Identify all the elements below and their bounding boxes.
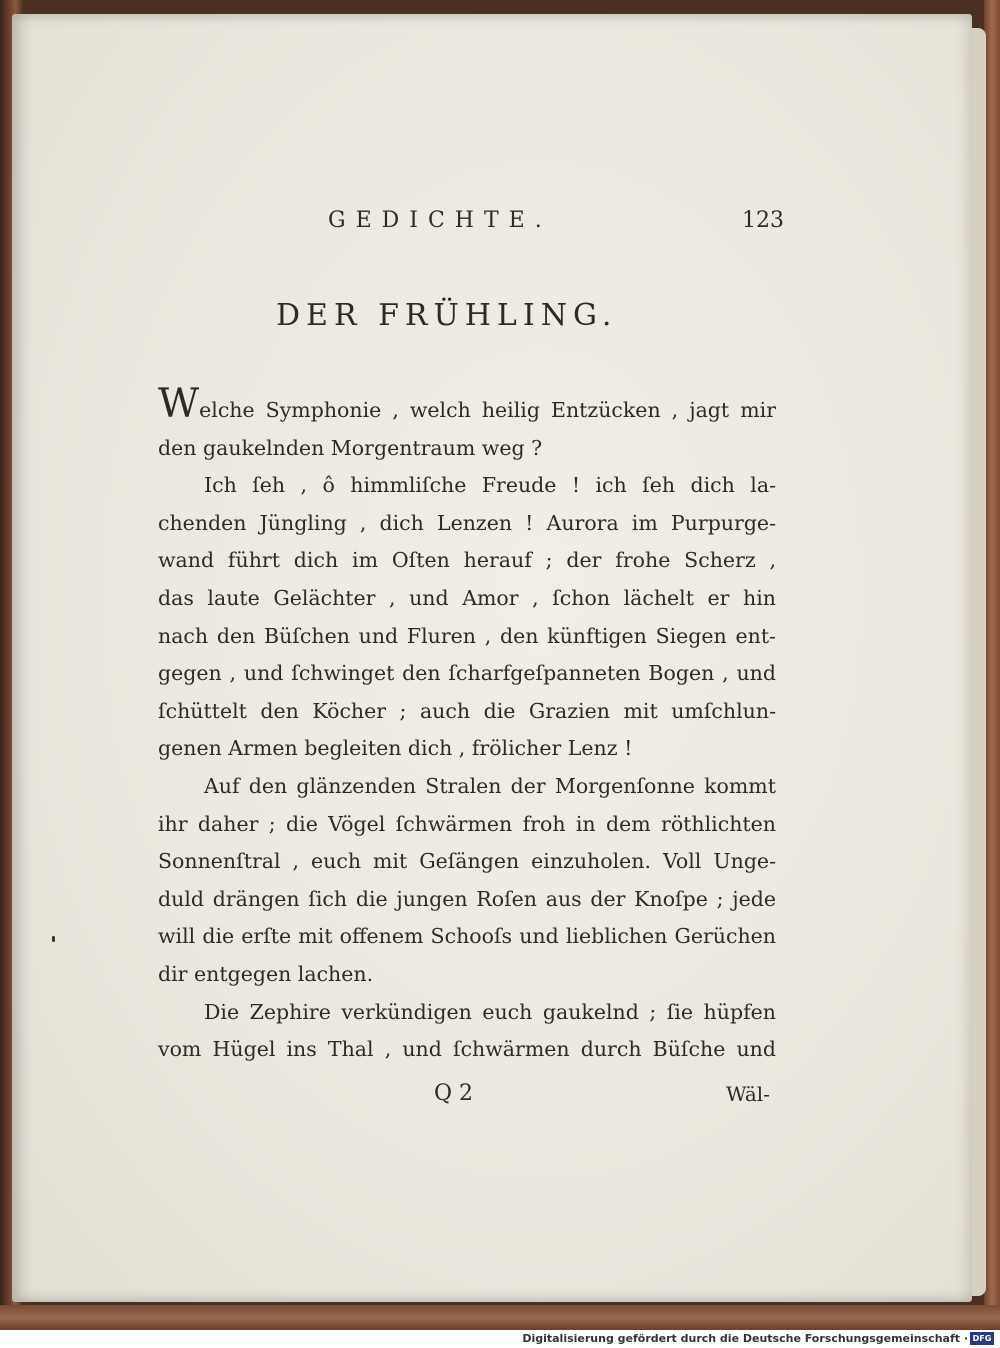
running-head: GEDICHTE. [328, 208, 552, 233]
text-line: vom Hügel ins Thal , und ſchwärmen durch Büſche und [158, 1037, 776, 1062]
ink-speck [52, 936, 55, 942]
text-line: nach den Büſchen und Fluren , den künftigen Siegen ent- [158, 623, 776, 648]
text-line: wand führt dich im Oſten herauf ; der frohe Scherz , [158, 548, 776, 573]
book-cover-bottom [0, 1305, 1000, 1330]
text-line: ſchüttelt den Köcher ; auch die Grazien mit umſchlun- [158, 698, 776, 723]
drop-cap: W [158, 381, 200, 427]
dfg-logo: DFG [970, 1332, 994, 1345]
page-number: 123 [742, 208, 784, 233]
text-line: Ich ſeh , ô himmliſche Freude ! ich ſeh dich la- [204, 473, 776, 498]
text-line: den gaukelnden Morgentraum weg ? [158, 435, 543, 460]
book-cover-right [984, 0, 1000, 1310]
body-text [158, 381, 776, 1069]
text-line: dir entgegen lachen. [158, 961, 374, 986]
text-line-content: elche Symphonie , welch heilig Entzücken , jagt mir [199, 398, 776, 422]
text-line: duld drängen ſich die jungen Roſen aus der Knoſpe ; jede [158, 886, 776, 911]
poem-title: DER FRÜHLING. [276, 298, 618, 333]
text-line: genen Armen begleiten dich , frölicher Lenz ! [158, 736, 633, 761]
text-line: gegen , und ſchwinget den ſcharfgeſpanneten Bogen , und [158, 661, 776, 686]
signature-mark: Q 2 [434, 1081, 474, 1106]
text-line: ihr daher ; die Vögel ſchwärmen froh in dem röthlichten [158, 811, 776, 836]
catchword: Wäl- [726, 1082, 770, 1106]
text-line: Sonnenſtral , euch mit Geſängen einzuholen. Voll Unge- [158, 849, 776, 874]
text-line: Die Zephire verkündigen euch gaukelnd ; ſie hüpfen [204, 999, 776, 1024]
text-line: das laute Gelächter , und Amor , ſchon lächelt er hin [158, 585, 776, 610]
text-line: chenden Jüngling , dich Lenzen ! Aurora im Purpurge- [158, 510, 776, 535]
footer-credit: Digitalisierung gefördert durch die Deutsche Forschungsgemeinschaft · [522, 1332, 968, 1345]
text-line: Auf den glänzenden Stralen der Morgenſonne kommt [204, 773, 776, 798]
text-line: will die erſte mit offenem Schooſs und lieblichen Gerüchen [158, 924, 776, 949]
text-line [158, 381, 776, 430]
